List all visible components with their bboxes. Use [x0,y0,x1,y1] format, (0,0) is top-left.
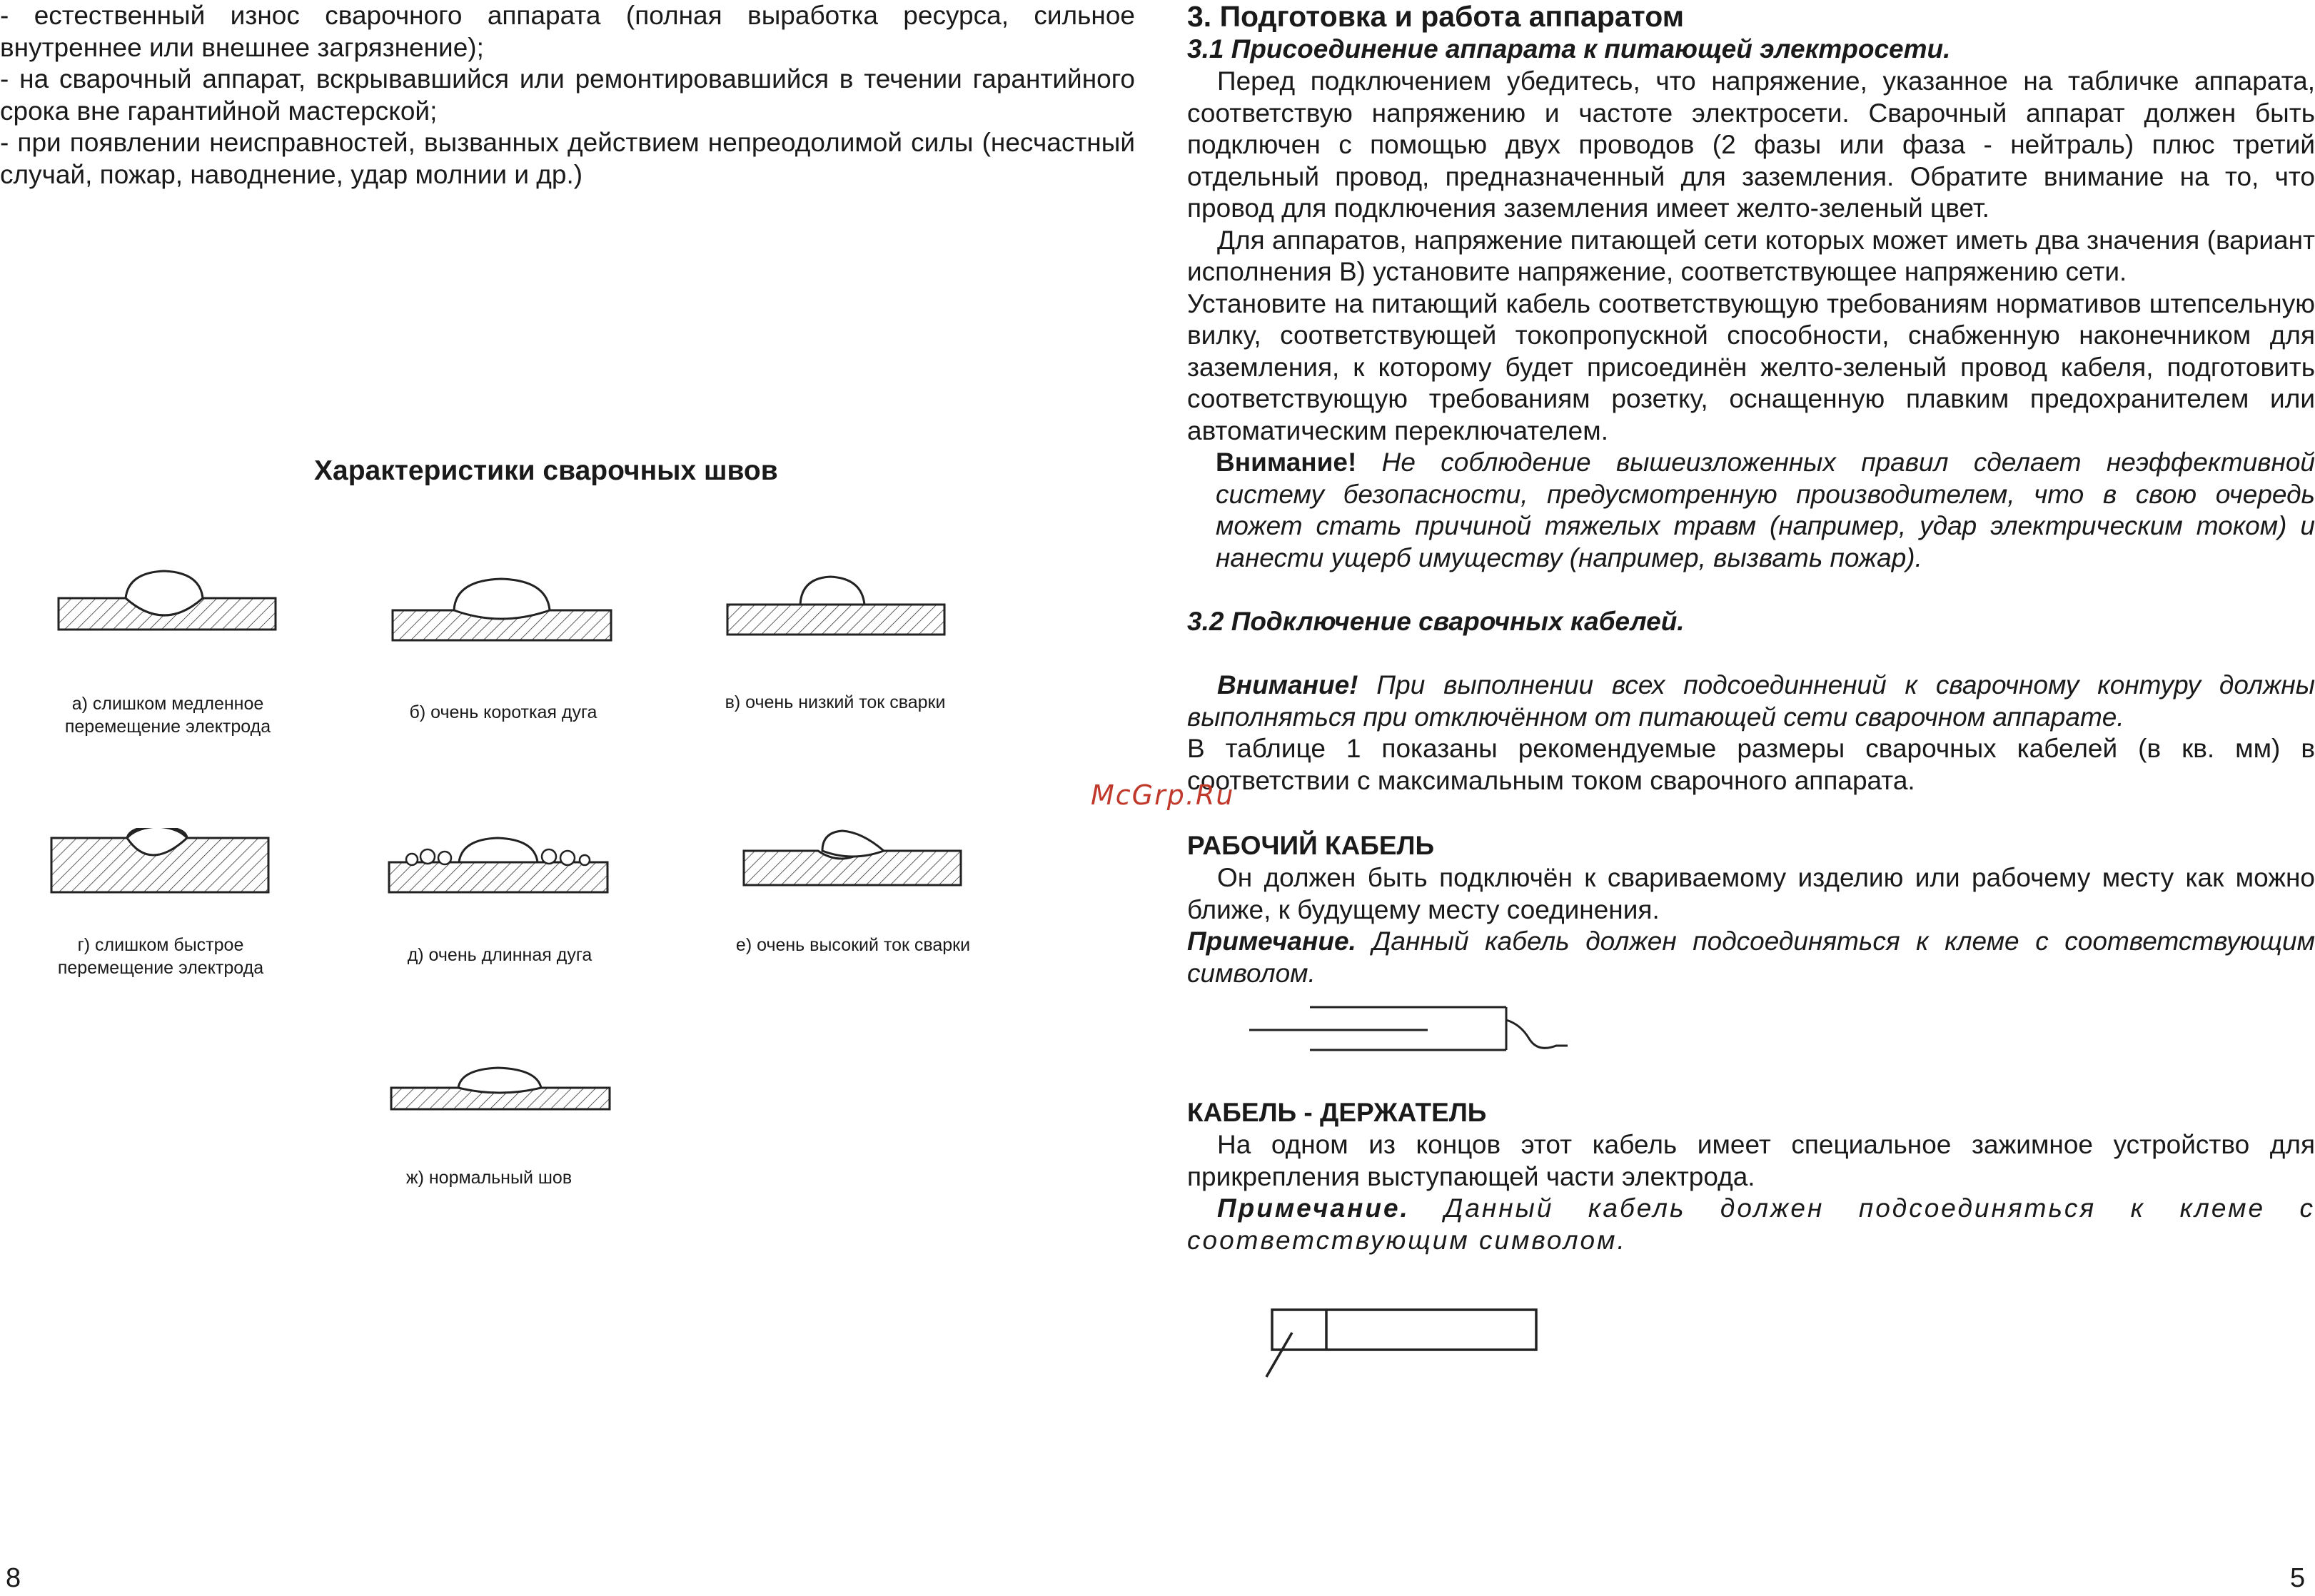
weld-diagram-d [388,828,616,899]
paragraph-dual-voltage: Для аппаратов, напряжение питающей сети которых может иметь два значения (вариант исполнения В) установите напряжение, соответствующее напряжению сети. [1187,225,2315,286]
left-page [0,0,1135,191]
note-2-label: Примечание. [1217,1193,1410,1223]
section-title: 3. Подготовка и работа аппаратом [1187,0,1685,33]
paragraph-plug: Установите на питающий кабель соответствующую требованиям нормативов штепсельную вилку, соответствующей токопропускной способности, снабженную наконечником для заземления, к которому будет присоединён желто-зеленый провод кабеля, подготовить соответствующую требованиям розетку, оснащенную плавким предохранителем или автоматическим переключателем. [1187,288,2315,445]
warning-1 [1187,447,2315,574]
note-2 [1187,1193,2315,1256]
weld-diagram-zh [390,1064,618,1121]
holder-cable-title: КАБЕЛЬ - ДЕРЖАТЕЛЬ [1187,1098,1487,1127]
weld-diagram-g [50,828,278,899]
caption-g: г) слишком быстрое перемещение электрода [57,935,264,978]
warranty-item-wear: - естественный износ сварочного аппарата (полная выработка ресурса, сильное внутреннее или внешнее загрязнение); [0,1,1135,62]
warranty-item-force: - при появлении неисправностей, вызванных действием непреодолимой силы (несчастный случай, пожар, наводнение, удар молнии и др.) [0,128,1135,189]
page-number-right: 5 [2290,1563,2306,1593]
work-cable-text: Он должен быть подключён к свариваемому изделию или рабочему месту как можно ближе, к будущему месту соединения. [1187,863,2315,924]
caption-e: е) очень высокий ток сварки [735,935,971,955]
caption-a: а) слишком медленное перемещение электрода [64,694,271,737]
warning-2-label: Внимание! [1217,670,1358,699]
paragraph-voltage-check: Перед подключением убедитесь, что напряжение, указанное на табличке аппарата, соответствую напряжению и частоте электросети. Сварочный аппарат должен быть подключен с помощью двух проводов (2 фазы или фаза - нейтраль) плюс третий отдельный провод, предназначенный для заземления. Обратите внимание на то, что провод для подключения заземления имеет желто-зеленый цвет. [1187,66,2315,223]
caption-d: д) очень длинная дуга [407,945,592,965]
subsection-3-2: 3.2 Подключение сварочных кабелей. [1187,607,1685,636]
figure-title: Характеристики сварочных швов [314,455,778,486]
note-1-text: Данный кабель должен подсоединяться к клеме с соответствующим символом. [1187,926,2315,988]
warning-1-text: Не соблюдение вышеизложенных правил сделает неэффективной систему безопасности, предусмотренную производителем, что в свою очередь может стать причиной тяжелых травм (например, удар электрическим током) и нанести ущерб имуществу (например, вызвать пожар). [1216,448,2315,572]
paragraph-cable-table: В таблице 1 показаны рекомендуемые размеры сварочных кабелей (в кв. мм) в соответствии с максимальным током сварочного аппарата. [1187,734,2315,795]
weld-diagram-b [391,575,620,646]
weld-diagram-e [742,827,971,898]
note-1 [1187,926,2315,989]
work-cable-title: РАБОЧИЙ КАБЕЛЬ [1187,831,1435,860]
weld-diagram-v [726,572,954,644]
warning-2-text: При выполнении всех подсоединнений к сварочному контуру должны выполняться при отключённом от питающей сети сварочном аппарате. [1187,670,2315,732]
caption-b: б) очень короткая дуга [409,702,597,722]
holder-cable-text: На одном из концов этот кабель имеет специальное зажимное устройство для прикрепления выступающей части электрода. [1187,1130,2315,1191]
caption-v: в) очень низкий ток сварки [725,692,946,712]
caption-zh: ж) нормальный шов [405,1168,573,1188]
watermark: McGrp.Ru [1091,779,1235,811]
work-cable-symbol [1249,1003,1578,1060]
right-page [1187,0,2315,1256]
warning-1-label: Внимание! [1216,448,1357,477]
holder-cable-symbol [1264,1303,1549,1388]
page-number-left: 8 [6,1563,21,1593]
note-1-label: Примечание. [1187,926,1356,956]
subsection-3-1: 3.1 Присоединение аппарата к питающей электросети. [1187,34,1951,64]
note-2-text: Данный кабель должен подсоединяться к клеме с соответствующим символом. [1187,1193,2315,1255]
warranty-item-repair: - на сварочный аппарат, вскрывавшийся или ремонтировавшийся в течении гарантийного срока вне гарантийной мастерской; [0,64,1135,126]
warning-2 [1187,670,2315,733]
weld-diagram-a [57,564,286,635]
